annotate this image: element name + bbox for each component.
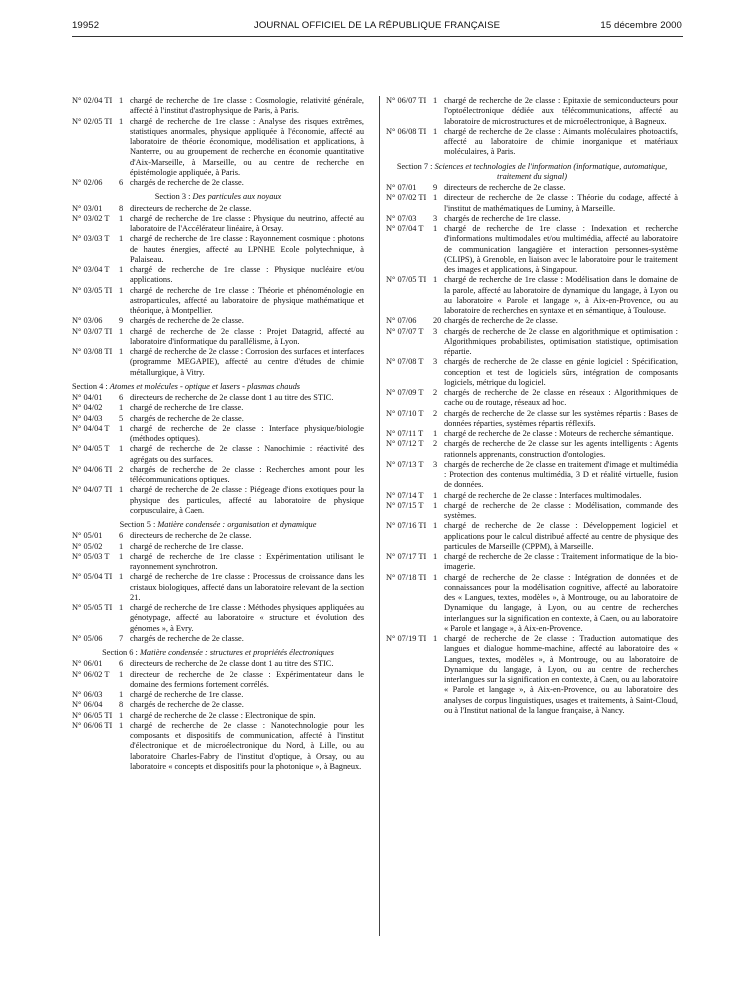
position-count: 1: [119, 720, 124, 730]
position-count: 1: [119, 96, 124, 105]
position-code: N° 06/05 TI: [72, 710, 113, 720]
position-code: N° 02/06: [72, 178, 103, 187]
position-description: chargé de recherche de 1re classe.: [130, 403, 244, 413]
position-entry: [72, 542, 364, 552]
position-entry: [386, 429, 678, 439]
position-count: 7: [119, 633, 124, 643]
position-description: chargé de recherche de 2e classe : Moteurs de recherche sémantique.: [444, 429, 674, 438]
position-count: 3: [433, 357, 438, 367]
position-entry: [386, 634, 678, 716]
position-code: N° 07/11 T: [386, 429, 424, 438]
position-count: 1: [433, 490, 438, 500]
column-divider: [379, 96, 380, 936]
position-description: chargés de recherche de 2e classe : Recherches amont pour les télécommunications optiques.: [130, 464, 364, 484]
section-title: Des particules aux noyaux: [192, 192, 282, 202]
position-code: N° 05/05 TI: [72, 603, 113, 612]
position-entry: [72, 465, 364, 486]
position-description: chargés de recherche de 2e classe.: [130, 700, 244, 710]
position-code: N° 04/03: [72, 413, 103, 423]
position-count: 1: [119, 423, 124, 433]
position-count: 8: [119, 700, 124, 710]
position-description: chargés de recherche de 2e classe en traitement d'image et multimédia : Protection des contenus multimédia, 3 D et réalité virtuelle, fusion de données.: [444, 459, 678, 490]
position-code: N° 07/15 T: [386, 500, 424, 510]
position-entry: [386, 521, 678, 552]
position-description: chargés de recherche de 2e classe.: [130, 633, 244, 643]
position-code: N° 07/12 T: [386, 439, 424, 449]
position-entry: [72, 234, 364, 265]
position-count: 20: [433, 316, 442, 326]
position-code: N° 07/07 T: [386, 326, 424, 336]
position-count: 6: [119, 659, 124, 669]
position-description: chargé de recherche de 2e classe : Interface physique/biologie (méthodes optiques).: [130, 423, 364, 443]
position-description: chargés de recherche de 2e classe en génie logiciel : Spécification, conception et test de logiciels sûrs, intégration de composants logiciels, métrique du logiciel.: [444, 357, 678, 387]
position-code: N° 07/17 TI: [386, 552, 427, 561]
position-code: N° 04/05 T: [72, 444, 110, 454]
position-description: chargé de recherche de 2e classe : Nanochimie : réactivité des agrégats ou des surfaces.: [130, 444, 364, 464]
position-count: 1: [119, 485, 124, 495]
position-entry: [386, 327, 678, 358]
position-entry: [72, 204, 364, 214]
position-entry: [72, 531, 364, 541]
position-description: chargés de recherche de 2e classe.: [444, 316, 558, 326]
position-description: chargé de recherche de 1re classe : Indexation et recherche d'informations multimodales et/ou multimédia, affecté au laboratoire de communication langagière et interaction personnes-système (CLIPS), à Grenoble, en liaison avec le laboratoire pour le traitement des images et applications, à Singapour.: [444, 224, 678, 274]
position-count: 5: [119, 413, 124, 423]
position-count: 1: [119, 234, 124, 244]
position-count: 1: [433, 126, 438, 136]
position-code: N° 06/07 TI: [386, 96, 427, 105]
position-description: chargé de recherche de 1re classe.: [130, 690, 244, 699]
position-count: 1: [119, 116, 124, 126]
position-description: chargé de recherche de 1re classe : Expérimentation utilisant le rayonnement synchrotron.: [130, 551, 364, 571]
position-code: N° 02/05 TI: [72, 116, 113, 126]
position-description: directeurs de recherche de 2e classe.: [130, 203, 252, 213]
position-count: 3: [433, 459, 438, 469]
position-code: N° 06/03: [72, 690, 103, 699]
section-heading: [72, 648, 364, 658]
position-description: chargé de recherche de 2e classe : Projet Datagrid, affecté au laboratoire d'informatique du parallélisme, à Lyon.: [130, 326, 364, 346]
position-code: N° 07/16 TI: [386, 521, 427, 531]
position-description: chargé de recherche de 1re classe : Physique nucléaire et/ou applications.: [130, 265, 364, 285]
position-code: N° 06/04: [72, 700, 103, 710]
position-code: N° 07/13 T: [386, 459, 424, 469]
position-entry: [386, 573, 678, 635]
position-code: N° 05/03 T: [72, 551, 110, 561]
position-entry: [72, 117, 364, 179]
position-entry: [386, 183, 678, 193]
position-code: N° 07/03: [386, 213, 417, 223]
position-entry: [386, 316, 678, 326]
position-entry: [386, 491, 678, 501]
position-entry: [72, 634, 364, 644]
position-count: 1: [433, 224, 438, 233]
position-description: chargé de recherche de 1re classe : Théorie et phénoménologie en astroparticules, affecté au laboratoire de physique mathématique et théorique, à Montpellier.: [130, 285, 364, 315]
position-entry: [386, 552, 678, 573]
position-code: N° 03/03 T: [72, 234, 110, 244]
position-description: chargé de recherche de 2e classe : Corrosion des surfaces et interfaces (programme MEGAPIE), affecté au centre d'études de chimie métallurgique, à Vitry.: [130, 347, 364, 377]
position-count: 6: [119, 531, 124, 541]
position-code: N° 07/19 TI: [386, 634, 427, 643]
position-entry: [386, 501, 678, 522]
section-heading: [72, 192, 364, 202]
position-description: chargé de recherche de 1re classe : Physique du neutrino, affecté au laboratoire de l'Accélérateur linéaire, à Orsay.: [130, 213, 364, 233]
position-count: 6: [119, 393, 124, 402]
left-column: [72, 96, 364, 772]
position-count: 9: [119, 316, 124, 326]
position-count: 1: [433, 429, 438, 438]
position-entry: [72, 670, 364, 691]
position-description: chargé de recherche de 2e classe : Intégration de données et de connaissances pour la modélisation cognitive, affecté au laboratoire des « Langues, textes, modèles », à Montrouge, ou au laboratoire de Dynamique du langage, à Lyon, ou au centre de recherches interlangues sur la signification en contexte, à Caen, ou au laboratoire « Parole et langage », à Aix-en-Provence.: [444, 572, 678, 633]
position-description: chargé de recherche de 2e classe : Piégeage d'ions exotiques pour la physique des particules, affecté au laboratoire de physique corpusculaire, à Caen.: [130, 485, 364, 515]
position-code: N° 07/01: [386, 183, 417, 192]
header-rule: [72, 36, 683, 37]
position-description: directeurs de recherche de 2e classe dont 1 au titre des STIC.: [130, 659, 334, 669]
position-code: N° 07/09 T: [386, 388, 424, 397]
page-number: 19952: [72, 20, 100, 31]
position-code: N° 04/04 T: [72, 423, 110, 433]
position-count: 1: [433, 193, 438, 203]
section-label: Section 5 :: [119, 520, 158, 529]
position-description: chargé de recherche de 2e classe : Epitaxie de semiconducteurs pour l'optoélectronique dédiée aux télécommunications, affecté au laboratoire de microstructures et de microélectronique, à Bagneux.: [444, 96, 678, 126]
position-count: 1: [433, 634, 438, 643]
position-code: N° 03/02 T: [72, 213, 110, 223]
position-count: 1: [119, 669, 124, 679]
position-code: N° 03/07 TI: [72, 326, 113, 336]
position-count: 1: [433, 521, 438, 531]
position-entry: [72, 485, 364, 516]
right-column: [386, 96, 678, 716]
position-count: 1: [433, 572, 438, 582]
section-label: Section 7 :: [396, 161, 435, 171]
position-count: 9: [433, 183, 438, 192]
position-code: N° 04/06 TI: [72, 464, 113, 474]
position-entry: [72, 403, 364, 413]
position-count: 1: [119, 403, 124, 413]
position-entry: [72, 316, 364, 326]
position-entry: [72, 265, 364, 286]
position-entry: [386, 275, 678, 316]
position-description: directeur de recherche de 2e classe : Expérimentateur dans le domaine des fermions fortement corrélés.: [130, 669, 364, 689]
position-count: 1: [433, 552, 438, 561]
position-description: chargés de recherche de 2e classe en algorithmique et optimisation : Algorithmiques probabilistes, optimisation statistique, optimisation répartie.: [444, 326, 678, 356]
position-code: N° 07/08 T: [386, 357, 424, 367]
position-count: 2: [433, 388, 438, 397]
position-code: N° 06/08 TI: [386, 126, 427, 136]
position-entry: [386, 409, 678, 430]
position-count: 1: [119, 572, 124, 582]
position-description: chargé de recherche de 2e classe : Développement logiciel et applications pour le calcul distribué affecté au centre de physique des particules de Marseille (CPPM), à Marseille.: [444, 521, 678, 551]
position-entry: [386, 96, 678, 127]
position-description: chargés de recherche de 2e classe sur les systèmes répartis : Bases de données réparties, systèmes répartis réflexifs.: [444, 408, 678, 428]
position-code: N° 07/10 T: [386, 408, 424, 418]
position-code: N° 07/05 TI: [386, 275, 427, 285]
position-entry: [72, 659, 364, 669]
position-count: 1: [119, 603, 124, 612]
position-entry: [72, 444, 364, 465]
position-description: chargés de recherche de 2e classe.: [130, 178, 244, 187]
journal-title: JOURNAL OFFICIEL DE LA RÉPUBLIQUE FRANÇAISE: [253, 20, 501, 31]
position-count: 1: [119, 690, 124, 699]
position-count: 1: [119, 551, 124, 561]
position-code: N° 04/01: [72, 393, 103, 402]
position-count: 1: [119, 710, 124, 720]
position-entry: [386, 193, 678, 214]
section-label: Section 3 :: [154, 192, 193, 202]
position-count: 1: [119, 444, 124, 454]
position-description: chargé de recherche de 2e classe : Interfaces multimodales.: [444, 490, 642, 500]
position-count: 1: [433, 275, 438, 285]
position-code: N° 03/05 TI: [72, 285, 113, 295]
position-description: chargés de recherche de 2e classe sur les agents intelligents : Agents rationnels apprenants, construction d'ontologies.: [444, 439, 678, 459]
position-entry: [72, 572, 364, 603]
position-count: 2: [433, 439, 438, 449]
position-entry: [72, 178, 364, 188]
position-code: N° 05/04 TI: [72, 572, 113, 582]
position-code: N° 06/06 TI: [72, 720, 113, 730]
position-count: 1: [119, 541, 124, 551]
position-code: N° 04/07 TI: [72, 485, 113, 495]
section-title: Sciences et technologies de l'information (informatique, automatique, traitement du signal): [434, 161, 668, 181]
position-count: 3: [433, 326, 438, 336]
position-description: chargé de recherche de 2e classe : Nanotechnologie pour les composants et dispositifs de communication, affecté à l'institut d'électronique et de microélectronique du Nord, à Lille, ou au laboratoire Charles-Fabry de l'institut d'optique, à Orsay, ou au laboratoire « concepts et dispositifs pour la photonique », à Bagneux.: [130, 720, 364, 771]
position-entry: [72, 96, 364, 117]
position-description: chargé de recherche de 1re classe : Processus de croissance dans les cristaux biologiques, affecté dans un laboratoire relevant de la section 21.: [130, 572, 364, 602]
position-entry: [72, 214, 364, 235]
position-entry: [72, 393, 364, 403]
section-label: Section 6 :: [102, 648, 140, 657]
position-code: N° 06/01: [72, 659, 103, 669]
page-header: [72, 20, 682, 34]
position-entry: [72, 327, 364, 348]
position-entry: [72, 347, 364, 378]
position-count: 1: [119, 326, 124, 336]
position-entry: [386, 127, 678, 158]
position-code: N° 04/02: [72, 403, 103, 413]
position-description: chargé de recherche de 2e classe : Aimants moléculaires photoactifs, affecté au laboratoire de chimie inorganique et matériaux moléculaires, à Paris.: [444, 126, 678, 157]
position-entry: [386, 357, 678, 388]
position-entry: [72, 286, 364, 317]
position-count: 3: [433, 213, 438, 223]
position-description: directeurs de recherche de 2e classe dont 1 au titre des STIC.: [130, 393, 334, 402]
position-description: chargé de recherche de 1re classe : Méthodes physiques appliquées au génotypage, affecté au laboratoire « structure et évolution des génomes », à Evry.: [130, 603, 364, 633]
position-description: chargé de recherche de 1re classe : Cosmologie, relativité générale, affecté à l'institut d'astrophysique de Paris, à Paris.: [130, 96, 364, 116]
position-code: N° 06/02 T: [72, 669, 110, 679]
position-entry: [386, 224, 678, 275]
position-count: 1: [119, 265, 124, 274]
position-description: directeurs de recherche de 2e classe.: [130, 531, 252, 541]
position-code: N° 07/14 T: [386, 490, 424, 500]
position-code: N° 05/06: [72, 633, 103, 643]
position-code: N° 03/08 TI: [72, 347, 113, 356]
position-description: chargé de recherche de 1re classe : Rayonnement cosmique : photons de hautes énergies, affecté au LPNHE Ecole polytechnique, à Palaiseau.: [130, 234, 364, 264]
position-entry: [386, 460, 678, 491]
section-label: Section 4 :: [72, 381, 110, 391]
position-count: 6: [119, 178, 124, 187]
position-entry: [386, 439, 678, 460]
position-entry: [386, 388, 678, 409]
position-code: N° 07/18 TI: [386, 572, 427, 582]
position-description: chargés de recherche de 1re classe.: [444, 213, 561, 223]
position-count: 1: [119, 213, 124, 223]
position-count: 8: [119, 203, 124, 213]
position-count: 2: [433, 408, 438, 418]
position-code: N° 02/04 TI: [72, 96, 113, 105]
section-heading: [72, 382, 364, 392]
position-count: 1: [119, 285, 124, 295]
position-code: N° 05/02: [72, 541, 103, 551]
section-title: Matière condensée : organisation et dynamique: [157, 520, 317, 529]
position-description: directeur de recherche de 2e classe : Théorie du codage, affecté à l'institut de mathématiques de Luminy, à Marseille.: [444, 193, 678, 213]
issue-date: 15 décembre 2000: [600, 20, 682, 31]
position-count: 1: [433, 96, 438, 105]
position-count: 2: [119, 464, 124, 474]
position-description: chargés de recherche de 2e classe en réseaux : Algorithmiques de cache ou de routage, réseaux ad hoc.: [444, 388, 678, 408]
section-heading: [72, 520, 364, 530]
position-code: N° 07/06: [386, 316, 417, 326]
position-entry: [72, 603, 364, 634]
position-description: chargé de recherche de 1re classe.: [130, 541, 244, 551]
position-entry: [72, 711, 364, 721]
position-description: chargé de recherche de 2e classe : Electronique de spin.: [130, 710, 316, 720]
position-description: chargé de recherche de 1re classe : Modélisation dans le domaine de la parole, affecté au laboratoire de dynamique du langage, à Lyon ou au laboratoire « Parole et langage », à Aix-en-Provence, ou au laboratoire de recherches en syntaxe et en sémantique, à Toulouse.: [444, 275, 678, 315]
position-description: chargés de recherche de 2e classe.: [130, 413, 244, 423]
position-description: chargé de recherche de 2e classe : Traduction automatique des langues et dialogue homme-machine, affecté au laboratoire des « Langues, textes, modèles », à Montrouge, ou au laboratoire de Dynamique du langage, à Lyon, ou au centre de recherches interlangues sur la signification en contexte, à Caen, ou au laboratoire « Parole et langage », à Aix-en-Provence, ou au laboratoire des analyses de corpus linguistiques, usages et traitements, à Saint-Cloud, ou à l'Institut national de la langue française, à Nancy.: [444, 634, 678, 715]
section-heading: [386, 162, 678, 183]
position-description: directeurs de recherche de 2e classe.: [444, 183, 566, 192]
position-description: chargés de recherche de 2e classe.: [130, 316, 244, 326]
position-entry: [72, 414, 364, 424]
position-entry: [72, 700, 364, 710]
position-entry: [72, 721, 364, 772]
position-count: 1: [433, 500, 438, 510]
position-code: N° 07/02 TI: [386, 193, 427, 203]
position-code: N° 03/06: [72, 316, 103, 326]
position-entry: [72, 424, 364, 445]
position-code: N° 03/01: [72, 203, 103, 213]
position-code: N° 03/04 T: [72, 265, 110, 274]
position-description: chargé de recherche de 2e classe : Modélisation, commande des systèmes.: [444, 500, 678, 520]
position-description: chargé de recherche de 2e classe : Traitement informatique de la bio-imagerie.: [444, 552, 678, 572]
position-entry: [386, 214, 678, 224]
position-entry: [72, 690, 364, 700]
section-title: Atomes et molécules - optique et lasers - plasmas chauds: [109, 381, 301, 391]
position-description: chargé de recherche de 1re classe : Analyse des risques extrêmes, statistiques anormales, physique appliquée à l'économie, affecté au laboratoire de théorie économique, modélisation et applications, à Nanterre, ou au groupement de recherche en économie quantitative d'Aix-Marseille, à Marseille, ou au centre de recherche en épistémologie appliquée, à Paris.: [130, 116, 364, 177]
position-code: N° 05/01: [72, 531, 103, 541]
position-count: 1: [119, 347, 124, 356]
section-title: Matière condensée : structures et propriétés électroniques: [139, 648, 334, 657]
position-entry: [72, 552, 364, 573]
position-code: N° 07/04 T: [386, 224, 424, 233]
